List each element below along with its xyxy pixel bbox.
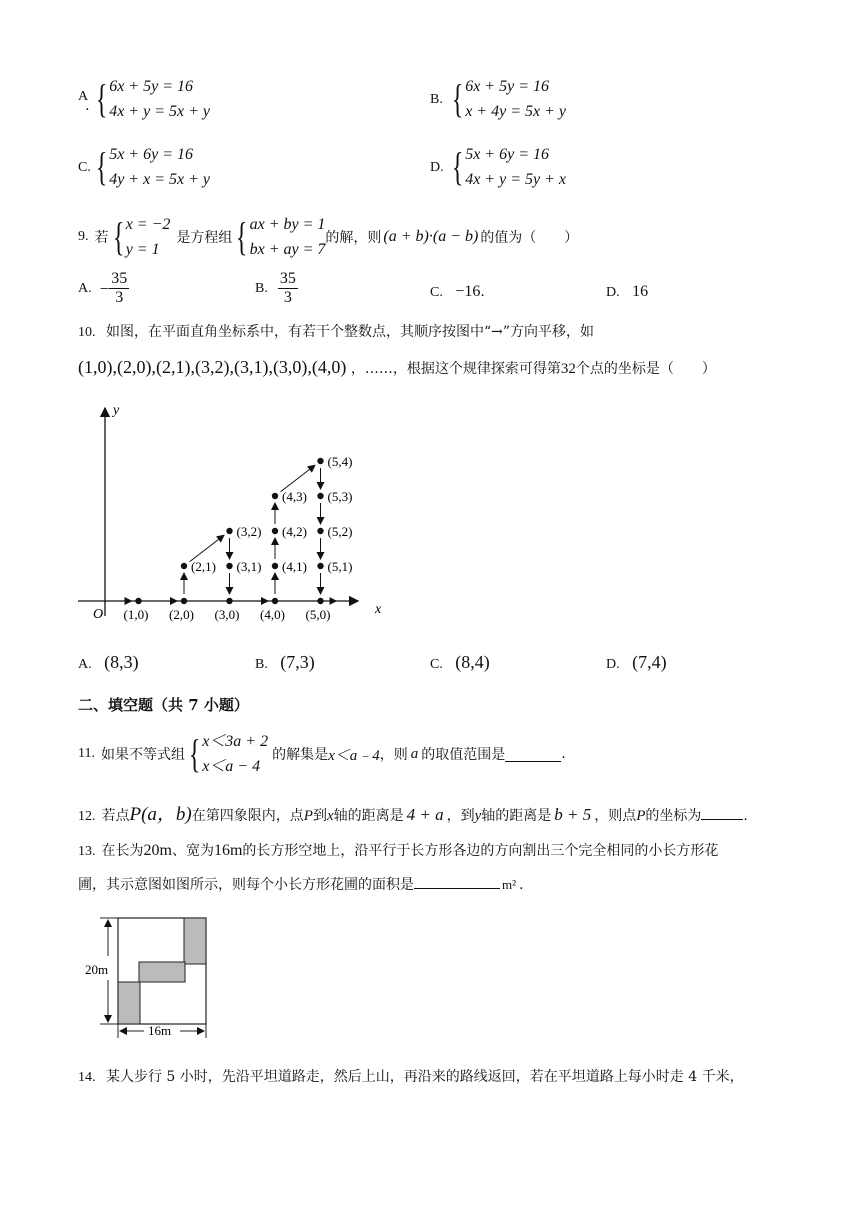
grid-point xyxy=(226,528,232,534)
point-label: (3,2) xyxy=(236,524,262,539)
q9-expression: (a + b)·(a − b) xyxy=(383,228,479,245)
q12-text-8: 的坐标为 xyxy=(645,808,702,824)
option-value: −16 xyxy=(455,283,481,300)
point-label: (5,1) xyxy=(327,559,353,574)
q9-system: { ax + by = 1 bx + ay = 7 xyxy=(232,212,325,262)
q14-stem xyxy=(78,1066,744,1086)
q13-garden-figure xyxy=(80,910,220,1040)
garden-plot xyxy=(118,982,140,1024)
ineq-row: x＜a − 4 xyxy=(202,758,261,775)
grid-point xyxy=(226,598,232,604)
option-label: B. xyxy=(255,657,268,672)
q10-number-32: 32 xyxy=(560,361,576,377)
section-heading: 二、填空题（共 7 小题） xyxy=(78,696,249,714)
option-label: B. xyxy=(255,280,268,296)
question-number: 13. xyxy=(78,844,96,859)
q10-option-d xyxy=(606,652,667,673)
option-value: 16 xyxy=(632,283,649,300)
ineq-row: x＜3a + 2 xyxy=(202,733,269,750)
option-label: A. xyxy=(78,657,92,672)
q12-text-5: ，到 xyxy=(446,808,475,824)
q13-stem-line-1 xyxy=(78,840,718,860)
eq-row: 4x + y = 5x + y xyxy=(109,103,210,120)
q11-text-4: 的取值范围是 xyxy=(421,747,506,763)
q12-stem xyxy=(78,799,748,826)
q8-b-system: { 6x + 5y = 16 x + 4y = 5x + y xyxy=(448,74,566,124)
option-value: (7,3) xyxy=(280,652,315,672)
q10-text-3: 个点的坐标是（ ） xyxy=(575,361,716,377)
q11-text-1: 如果不等式组 xyxy=(100,747,185,763)
grid-point xyxy=(272,598,278,604)
answer-blank[interactable] xyxy=(505,747,561,762)
q13-text-3: 的长方形空地上，沿平行于长方形各边的方向割出三个完全相同的小长方形花 xyxy=(242,843,719,859)
option-value: (7,4) xyxy=(632,652,667,672)
graph-content xyxy=(78,403,382,622)
point-label: (2,1) xyxy=(191,559,216,574)
y-axis-label: y xyxy=(113,403,120,418)
q10-text-2: ，……，根据这个规律探索可得第 xyxy=(350,361,561,377)
length-value: 20m xyxy=(143,842,172,859)
distance-2: b + 5 xyxy=(554,805,592,824)
eq-row: ax + by = 1 xyxy=(249,216,326,233)
point-label: (5,4) xyxy=(327,454,353,469)
option-label: C. xyxy=(430,285,443,300)
width-label: 16m xyxy=(148,1023,172,1038)
eq-row: x = −2 xyxy=(125,216,171,233)
path-arrow xyxy=(281,465,315,491)
grid-point xyxy=(317,598,323,604)
q8-c-system: { 5x + 6y = 16 4y + x = 5x + y xyxy=(92,142,210,192)
option-dot: . xyxy=(480,284,485,300)
point-label: (3,0) xyxy=(214,607,240,622)
numerator: 35 xyxy=(279,270,296,287)
denominator: 3 xyxy=(283,289,292,306)
period: . xyxy=(561,746,566,762)
q10-option-b xyxy=(255,652,315,673)
point-label: (2,0) xyxy=(169,607,194,622)
answer-blank[interactable] xyxy=(701,807,743,820)
q11-stem xyxy=(78,729,566,779)
q9-text-4: 的值为（ ） xyxy=(480,230,579,246)
denominator: 3 xyxy=(115,289,124,306)
option-label: D. xyxy=(606,657,620,672)
grid-point xyxy=(317,493,323,499)
height-label: 20m xyxy=(85,962,109,977)
q14-text: 某人步行 5 小时，先沿平坦道路走，然后上山，再沿来的路线返回，若在平坦道路上每小时走 4 千米， xyxy=(105,1069,744,1085)
garden-plot xyxy=(139,962,185,982)
grid-point xyxy=(135,598,141,604)
q11-text-2: 的解集是 xyxy=(272,747,329,763)
q8-option-b-label: B. xyxy=(430,92,443,107)
q13-text-4: 圃，其示意图如图所示，则每个小长方形花圃的面积是 xyxy=(78,877,414,893)
q8-d-system: { 5x + 6y = 16 4x + y = 5y + x xyxy=(448,142,566,192)
grid-point xyxy=(272,563,278,569)
minus-sign: − xyxy=(99,278,110,298)
q8-option-d-label: D. xyxy=(430,160,444,175)
area-unit: m² xyxy=(502,877,517,892)
q9-text-2: 是方程组 xyxy=(176,230,233,246)
eq-row: 5x + 6y = 16 xyxy=(109,146,193,163)
distance-1: 4 + a xyxy=(406,805,444,824)
q12-text-2: 在第四象限内，点 xyxy=(191,808,304,824)
q13-text-1: 在长为 xyxy=(101,843,144,859)
q11-text-3: ，则 xyxy=(379,747,408,763)
x-axis-label: x xyxy=(375,602,382,617)
origin-label: O xyxy=(93,607,104,622)
path-arrow xyxy=(190,535,224,561)
grid-point xyxy=(317,528,323,534)
answer-blank[interactable] xyxy=(414,876,500,889)
q12-text-4: 轴的距离是 xyxy=(333,808,404,824)
question-number: 12. xyxy=(78,809,96,824)
q11-variable: a xyxy=(410,745,419,762)
grid-point xyxy=(317,458,323,464)
period: . xyxy=(743,808,748,824)
point-label: (5,0) xyxy=(305,607,331,622)
grid-point xyxy=(226,563,232,569)
eq-row: 4y + x = 5x + y xyxy=(109,171,210,188)
eq-row: 5x + 6y = 16 xyxy=(465,146,549,163)
var-x: x xyxy=(326,808,334,824)
point-label: (4,3) xyxy=(282,489,307,504)
grid-point xyxy=(181,563,187,569)
point-p: P(a，b) xyxy=(129,804,192,825)
point-label: (5,2) xyxy=(327,524,353,539)
var-p: P xyxy=(636,808,646,824)
var-p: P xyxy=(303,808,313,824)
q11-solution: x＜a﹣4 xyxy=(328,747,380,764)
grid-point xyxy=(181,598,187,604)
question-number: 11. xyxy=(78,746,95,761)
eq-row: 6x + 5y = 16 xyxy=(109,78,193,95)
question-number: 14. xyxy=(78,1070,96,1085)
option-dot: . xyxy=(85,98,90,114)
option-label: C. xyxy=(430,657,443,672)
q12-text-3: 到 xyxy=(312,808,327,824)
point-label: (1,0) xyxy=(123,607,149,622)
eq-row: 4x + y = 5y + x xyxy=(465,171,566,188)
grid-point xyxy=(272,493,278,499)
option-label: D. xyxy=(606,285,620,300)
q13-text-2: 、宽为 xyxy=(171,843,214,859)
q10-option-a xyxy=(78,652,139,673)
eq-row: 6x + 5y = 16 xyxy=(465,78,549,95)
grid-point xyxy=(272,528,278,534)
option-value: (8,4) xyxy=(455,652,490,672)
option-value: (8,3) xyxy=(104,652,139,672)
eq-row: bx + ay = 7 xyxy=(249,241,326,258)
question-number: 10. xyxy=(78,325,96,340)
grid-point xyxy=(317,563,323,569)
garden-plot xyxy=(184,918,206,964)
q10-option-c xyxy=(430,652,490,673)
option-label: A xyxy=(78,89,89,104)
point-label: (3,1) xyxy=(236,559,262,574)
option-label: A. xyxy=(78,280,92,296)
q11-inequality-system: { x＜3a + 2 x＜a − 4 xyxy=(185,729,268,779)
eq-row: y = 1 xyxy=(125,241,160,258)
q12-text-1: 若点 xyxy=(101,808,130,824)
point-label: (4,0) xyxy=(260,607,285,622)
point-sequence: (1,0),(2,0),(2,1),(3,2),(3,1),(3,0),(4,0) xyxy=(78,357,347,377)
eq-row: x + 4y = 5x + y xyxy=(465,103,566,120)
q8-option-c-label: C. xyxy=(78,160,91,175)
question-number: 9. xyxy=(78,229,89,244)
q9-solution: { x = −2 y = 1 xyxy=(109,212,171,262)
width-value: 16m xyxy=(213,842,243,859)
point-label: (4,1) xyxy=(282,559,307,574)
q9-text-1: 若 xyxy=(94,230,109,246)
q9-text-3: 的解，则 xyxy=(325,230,382,246)
point-label: (5,3) xyxy=(327,489,353,504)
numerator: 35 xyxy=(111,270,128,287)
q10-text-1: 如图，在平面直角坐标系中，有若干个整数点，其顺序按图中“→”方向平移，如 xyxy=(105,324,594,340)
point-label: (4,2) xyxy=(282,524,307,539)
q12-text-7: ，则点 xyxy=(594,808,637,824)
q8-a-system: { 6x + 5y = 16 4x + y = 5x + y xyxy=(92,74,210,124)
q13-stem-line-2 xyxy=(78,874,523,894)
var-y: y xyxy=(474,808,482,824)
q12-text-6: 轴的距离是 xyxy=(481,808,552,824)
period: . xyxy=(519,877,524,893)
